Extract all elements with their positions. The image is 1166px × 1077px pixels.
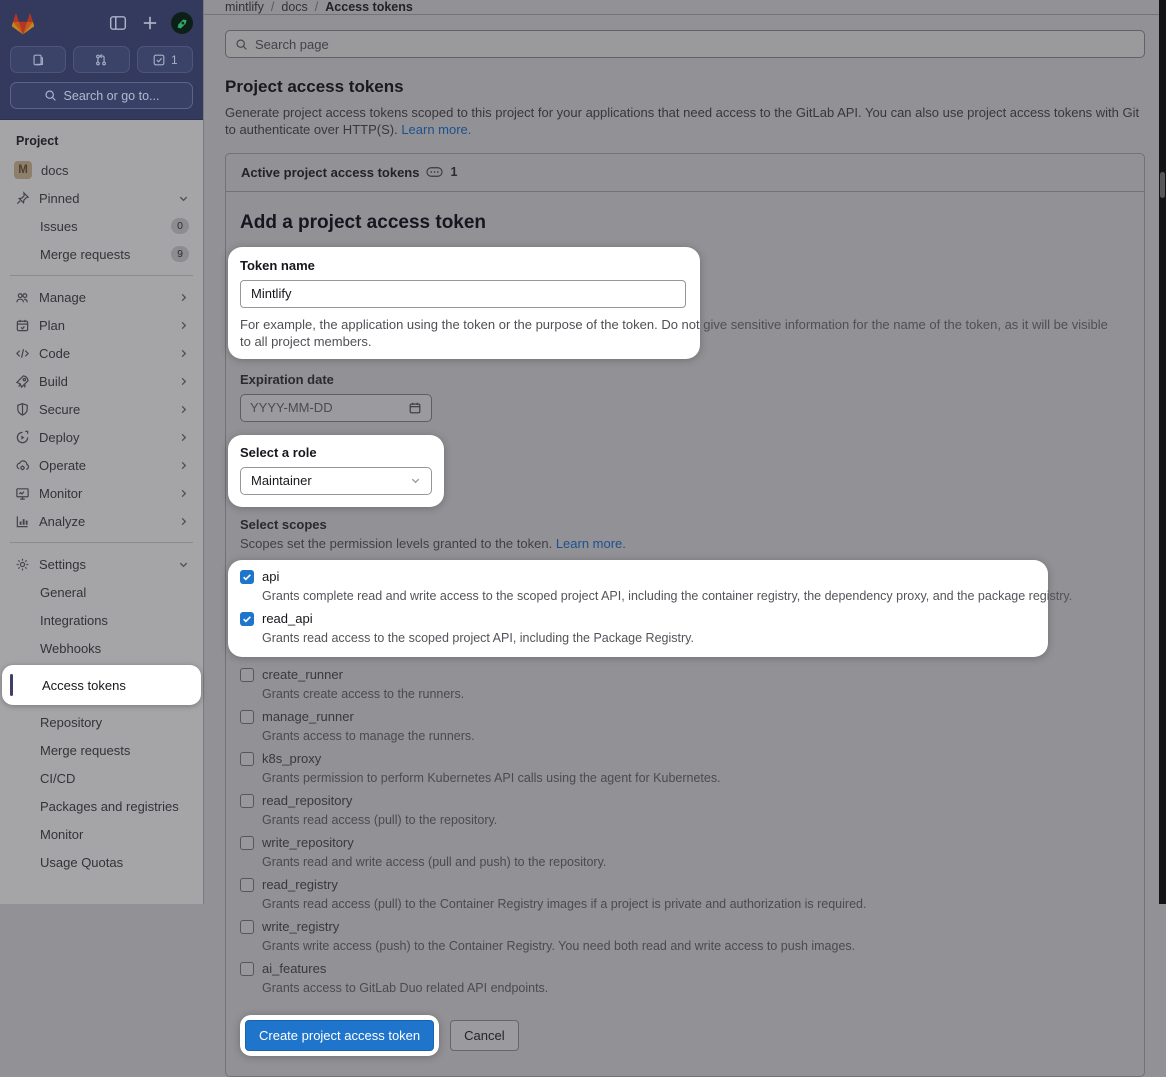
calendar-icon[interactable] — [408, 401, 422, 415]
form-heading: Add a project access token — [240, 211, 487, 233]
cancel-button[interactable]: Cancel — [450, 1020, 518, 1051]
scope-name[interactable]: write_repository — [262, 835, 354, 851]
sidebar-item-monitor[interactable] — [0, 479, 203, 507]
scope-name[interactable]: create_runner — [262, 667, 343, 683]
scope-name[interactable]: api — [262, 569, 280, 585]
scopes-description — [240, 536, 1130, 551]
merge-request-icon — [94, 53, 108, 67]
sidebar-item-build[interactable] — [0, 367, 203, 395]
role-selected-value: Maintainer — [251, 473, 312, 489]
scope-name[interactable]: k8s_proxy — [262, 751, 322, 767]
breadcrumb-project[interactable]: docs — [281, 0, 308, 14]
chart-icon — [14, 513, 30, 529]
scope-item-ai_features — [240, 960, 1130, 995]
search-icon — [44, 89, 57, 102]
shield-icon — [14, 401, 30, 417]
checkbox-read_repository[interactable] — [240, 794, 254, 808]
sidebar-item-integrations[interactable] — [0, 606, 203, 634]
sidebar-divider — [10, 542, 193, 543]
expiration-label: Expiration date — [240, 371, 334, 387]
breadcrumb-group[interactable]: mintlify — [225, 0, 264, 14]
create-new-plus-icon[interactable] — [141, 14, 159, 32]
shortcut-todo-button[interactable] — [137, 46, 193, 73]
scope-item-api — [240, 568, 1073, 603]
sidebar-item-code[interactable] — [0, 339, 203, 367]
scope-help: Grants permission to perform Kubernetes API calls using the agent for Kubernetes. — [262, 770, 721, 785]
page-scrollbar[interactable] — [1159, 0, 1166, 904]
sidebar-item-label: Usage Quotas — [40, 854, 124, 870]
checkbox-ai_features[interactable] — [240, 962, 254, 976]
form-actions — [240, 1015, 1130, 1076]
scope-help: Grants access to manage the runners. — [262, 728, 475, 743]
chevron-right-icon — [178, 292, 189, 303]
chevron-right-icon — [178, 488, 189, 499]
search-icon — [235, 38, 248, 51]
sidebar-item-usage-quotas[interactable] — [0, 848, 203, 876]
page-description — [225, 104, 1143, 139]
sidebar-item-label: Settings — [39, 556, 86, 572]
merge-requests-count-badge: 9 — [171, 246, 189, 262]
scope-item-manage_runner — [240, 708, 1130, 743]
scope-name[interactable]: read_repository — [262, 793, 353, 809]
scope-help: Grants read and write access (pull and push) to the repository. — [262, 854, 607, 869]
sidebar-item-label: Monitor — [39, 485, 83, 501]
sidebar — [0, 0, 204, 904]
sidebar-divider — [10, 275, 193, 276]
token-name-label: Token name — [240, 257, 315, 273]
sidebar-item-repository[interactable] — [0, 708, 203, 736]
scopes-group — [240, 517, 1130, 995]
checkbox-read_api-checked[interactable] — [240, 612, 254, 626]
sidebar-item-label: Integrations — [40, 612, 108, 628]
checkbox-create_runner[interactable] — [240, 668, 254, 682]
scope-help: Grants create access to the runners. — [262, 686, 465, 701]
token-name-spotlight — [228, 247, 1108, 359]
todo-count: 1 — [170, 52, 178, 67]
scopes-spotlight — [228, 560, 1073, 657]
sidebar-item-secure[interactable] — [0, 395, 203, 423]
sidebar-item-merge-requests-settings[interactable] — [0, 736, 203, 764]
scope-name[interactable]: read_api — [262, 611, 313, 627]
gear-icon — [14, 556, 30, 572]
access-tokens-spotlight — [2, 665, 201, 705]
monitor-icon — [14, 485, 30, 501]
sidebar-nav — [0, 120, 203, 904]
chevron-right-icon — [178, 460, 189, 471]
issues-count-badge: 0 — [171, 218, 189, 234]
sidebar-item-monitor-settings[interactable] — [0, 820, 203, 848]
calendar-icon — [14, 317, 30, 333]
scope-help: Grants read access to the scoped project API, including the Package Registry. — [262, 630, 694, 645]
sidebar-item-analyze[interactable] — [0, 507, 203, 535]
scope-help: Grants read access (pull) to the Container Registry images if a project is private and authorization is required. — [262, 896, 867, 911]
sidebar-item-label: Webhooks — [40, 640, 102, 656]
sidebar-item-label: General — [40, 584, 87, 600]
sidebar-item-plan[interactable] — [0, 311, 203, 339]
sidebar-search-label: Search or go to... — [63, 88, 160, 103]
scope-item-create_runner — [240, 666, 1130, 701]
sidebar-item-label: Packages and registries — [40, 798, 179, 814]
sidebar-item-label: Build — [39, 373, 68, 389]
sidebar-item-issues[interactable] — [0, 212, 203, 240]
sidebar-item-webhooks[interactable] — [0, 634, 203, 662]
people-icon — [14, 289, 30, 305]
chevron-right-icon — [178, 432, 189, 443]
role-select[interactable] — [240, 467, 432, 495]
sidebar-item-label: Access tokens — [42, 677, 126, 693]
user-avatar[interactable] — [171, 12, 193, 34]
chevron-down-icon — [410, 475, 421, 486]
shortcut-merge-requests-button[interactable] — [73, 46, 129, 73]
sidebar-item-label: Deploy — [39, 429, 80, 445]
page-search-placeholder: Search page — [255, 36, 329, 52]
expiration-date-input[interactable] — [240, 394, 432, 422]
scope-item-write_repository — [240, 834, 1130, 869]
shortcut-issues-button[interactable] — [10, 46, 66, 73]
token-badge-icon — [426, 166, 443, 178]
sidebar-item-merge-requests-pinned[interactable] — [0, 240, 203, 268]
scope-name[interactable]: ai_features — [262, 961, 327, 977]
sidebar-item-label: Merge requests — [40, 742, 131, 758]
scope-help: Grants access to GitLab Duo related API endpoints. — [262, 980, 549, 995]
scopes-learn-more-link[interactable]: Learn more. — [555, 535, 626, 551]
sidebar-search-button[interactable] — [10, 82, 193, 109]
chevron-right-icon — [178, 348, 189, 359]
role-spotlight — [228, 435, 444, 507]
deploy-icon — [14, 429, 30, 445]
sidebar-item-label: CI/CD — [40, 770, 76, 786]
sidebar-toggle-icon[interactable] — [109, 14, 127, 32]
issues-icon — [31, 53, 45, 67]
expiration-placeholder: YYYY-MM-DD — [250, 400, 333, 416]
cloud-gear-icon — [14, 457, 30, 473]
access-tokens-panel — [225, 153, 1145, 1077]
sidebar-item-label: Monitor — [40, 826, 84, 842]
sidebar-item-settings[interactable] — [0, 550, 203, 578]
scopes-unchecked-list — [240, 666, 1130, 995]
sidebar-item-operate[interactable] — [0, 451, 203, 479]
sidebar-item-label: Operate — [39, 457, 86, 473]
token-name-help: For example, the application using the token or the purpose of the token. Do not give sensitive information for the name of the token, as it will be visible to all project members. — [240, 316, 1108, 350]
scope-item-read_api — [240, 610, 1036, 645]
checkbox-api-checked[interactable] — [240, 570, 254, 584]
chevron-right-icon — [178, 320, 189, 331]
breadcrumb-separator: / — [314, 0, 319, 14]
page-search-input[interactable] — [225, 30, 1145, 58]
role-label: Select a role — [240, 444, 317, 460]
sidebar-item-pinned[interactable] — [0, 184, 203, 212]
project-avatar: M — [14, 161, 32, 179]
scopes-description-text: Scopes set the permission levels granted to the token. — [240, 535, 553, 551]
sidebar-item-general[interactable] — [0, 578, 203, 606]
todo-check-icon — [152, 53, 166, 67]
sidebar-item-label: Secure — [39, 401, 81, 417]
scope-item-write_registry — [240, 918, 1130, 953]
scope-name[interactable]: write_registry — [262, 919, 340, 935]
expiration-group — [240, 372, 1130, 422]
code-icon — [14, 345, 30, 361]
rocket-icon — [14, 373, 30, 389]
sidebar-section-label: Project — [16, 134, 59, 148]
scope-help: Grants complete read and write access to the scoped project API, including the container registry, the dependency proxy, and the package registry. — [262, 588, 1073, 603]
create-token-button[interactable]: Create project access token — [245, 1020, 434, 1051]
main-area — [204, 0, 1166, 1043]
page-title: Project access tokens — [225, 77, 404, 96]
scope-help: Grants write access (push) to the Container Registry. You need both read and write access to push images. — [262, 938, 856, 953]
chevron-right-icon — [178, 516, 189, 527]
sidebar-item-manage[interactable] — [0, 283, 203, 311]
scope-item-k8s_proxy — [240, 750, 1130, 785]
scope-item-read_repository — [240, 792, 1130, 827]
sidebar-item-deploy[interactable] — [0, 423, 203, 451]
sidebar-item-label: Manage — [39, 289, 86, 305]
sidebar-item-label: Code — [39, 345, 71, 361]
checkbox-read_registry[interactable] — [240, 878, 254, 892]
submit-button-spotlight — [240, 1015, 439, 1056]
page-content — [204, 15, 1166, 1077]
checkbox-manage_runner[interactable] — [240, 710, 254, 724]
learn-more-link[interactable]: Learn more. — [401, 122, 472, 138]
sidebar-item-access-tokens-active[interactable] — [2, 671, 201, 699]
gitlab-logo-icon[interactable] — [10, 11, 36, 36]
add-token-form — [226, 192, 1144, 1076]
scopes-label: Select scopes — [240, 516, 327, 532]
sidebar-header — [0, 0, 203, 120]
scope-item-read_registry — [240, 876, 1130, 911]
sidebar-item-label: Plan — [39, 317, 66, 333]
sidebar-item-project-docs[interactable] — [0, 156, 203, 184]
scope-help: Grants read access (pull) to the repository. — [262, 812, 498, 827]
breadcrumb-current: Access tokens — [325, 0, 413, 14]
checkbox-k8s_proxy[interactable] — [240, 752, 254, 766]
page-description-text: Generate project access tokens scoped to this project for your applications that need access to the GitLab API. You can also use project access tokens with Git to authenticate over HTTP(S). — [225, 105, 1140, 138]
sidebar-item-packages-registries[interactable] — [0, 792, 203, 820]
panel-header — [226, 154, 1144, 192]
panel-header-title: Active project access tokens — [241, 164, 420, 180]
sidebar-item-label: Analyze — [39, 513, 86, 529]
chevron-down-icon — [178, 193, 189, 204]
project-name: docs — [41, 162, 69, 178]
chevron-down-icon — [178, 559, 189, 570]
checkbox-write_repository[interactable] — [240, 836, 254, 850]
chevron-right-icon — [178, 404, 189, 415]
scope-name[interactable]: manage_runner — [262, 709, 354, 725]
sidebar-item-label: Pinned — [39, 190, 80, 206]
token-name-input[interactable] — [240, 280, 686, 308]
sidebar-item-label: Repository — [40, 714, 103, 730]
breadcrumb-separator: / — [270, 0, 275, 14]
sidebar-item-label: Merge requests — [40, 246, 131, 262]
sidebar-item-cicd[interactable] — [0, 764, 203, 792]
checkbox-write_registry[interactable] — [240, 920, 254, 934]
chevron-right-icon — [178, 376, 189, 387]
scope-name[interactable]: read_registry — [262, 877, 338, 893]
scrollbar-thumb[interactable] — [1160, 172, 1165, 198]
active-token-count: 1 — [450, 165, 458, 180]
breadcrumb — [204, 0, 1166, 15]
pin-icon — [14, 190, 30, 206]
sidebar-item-label: Issues — [40, 218, 78, 234]
